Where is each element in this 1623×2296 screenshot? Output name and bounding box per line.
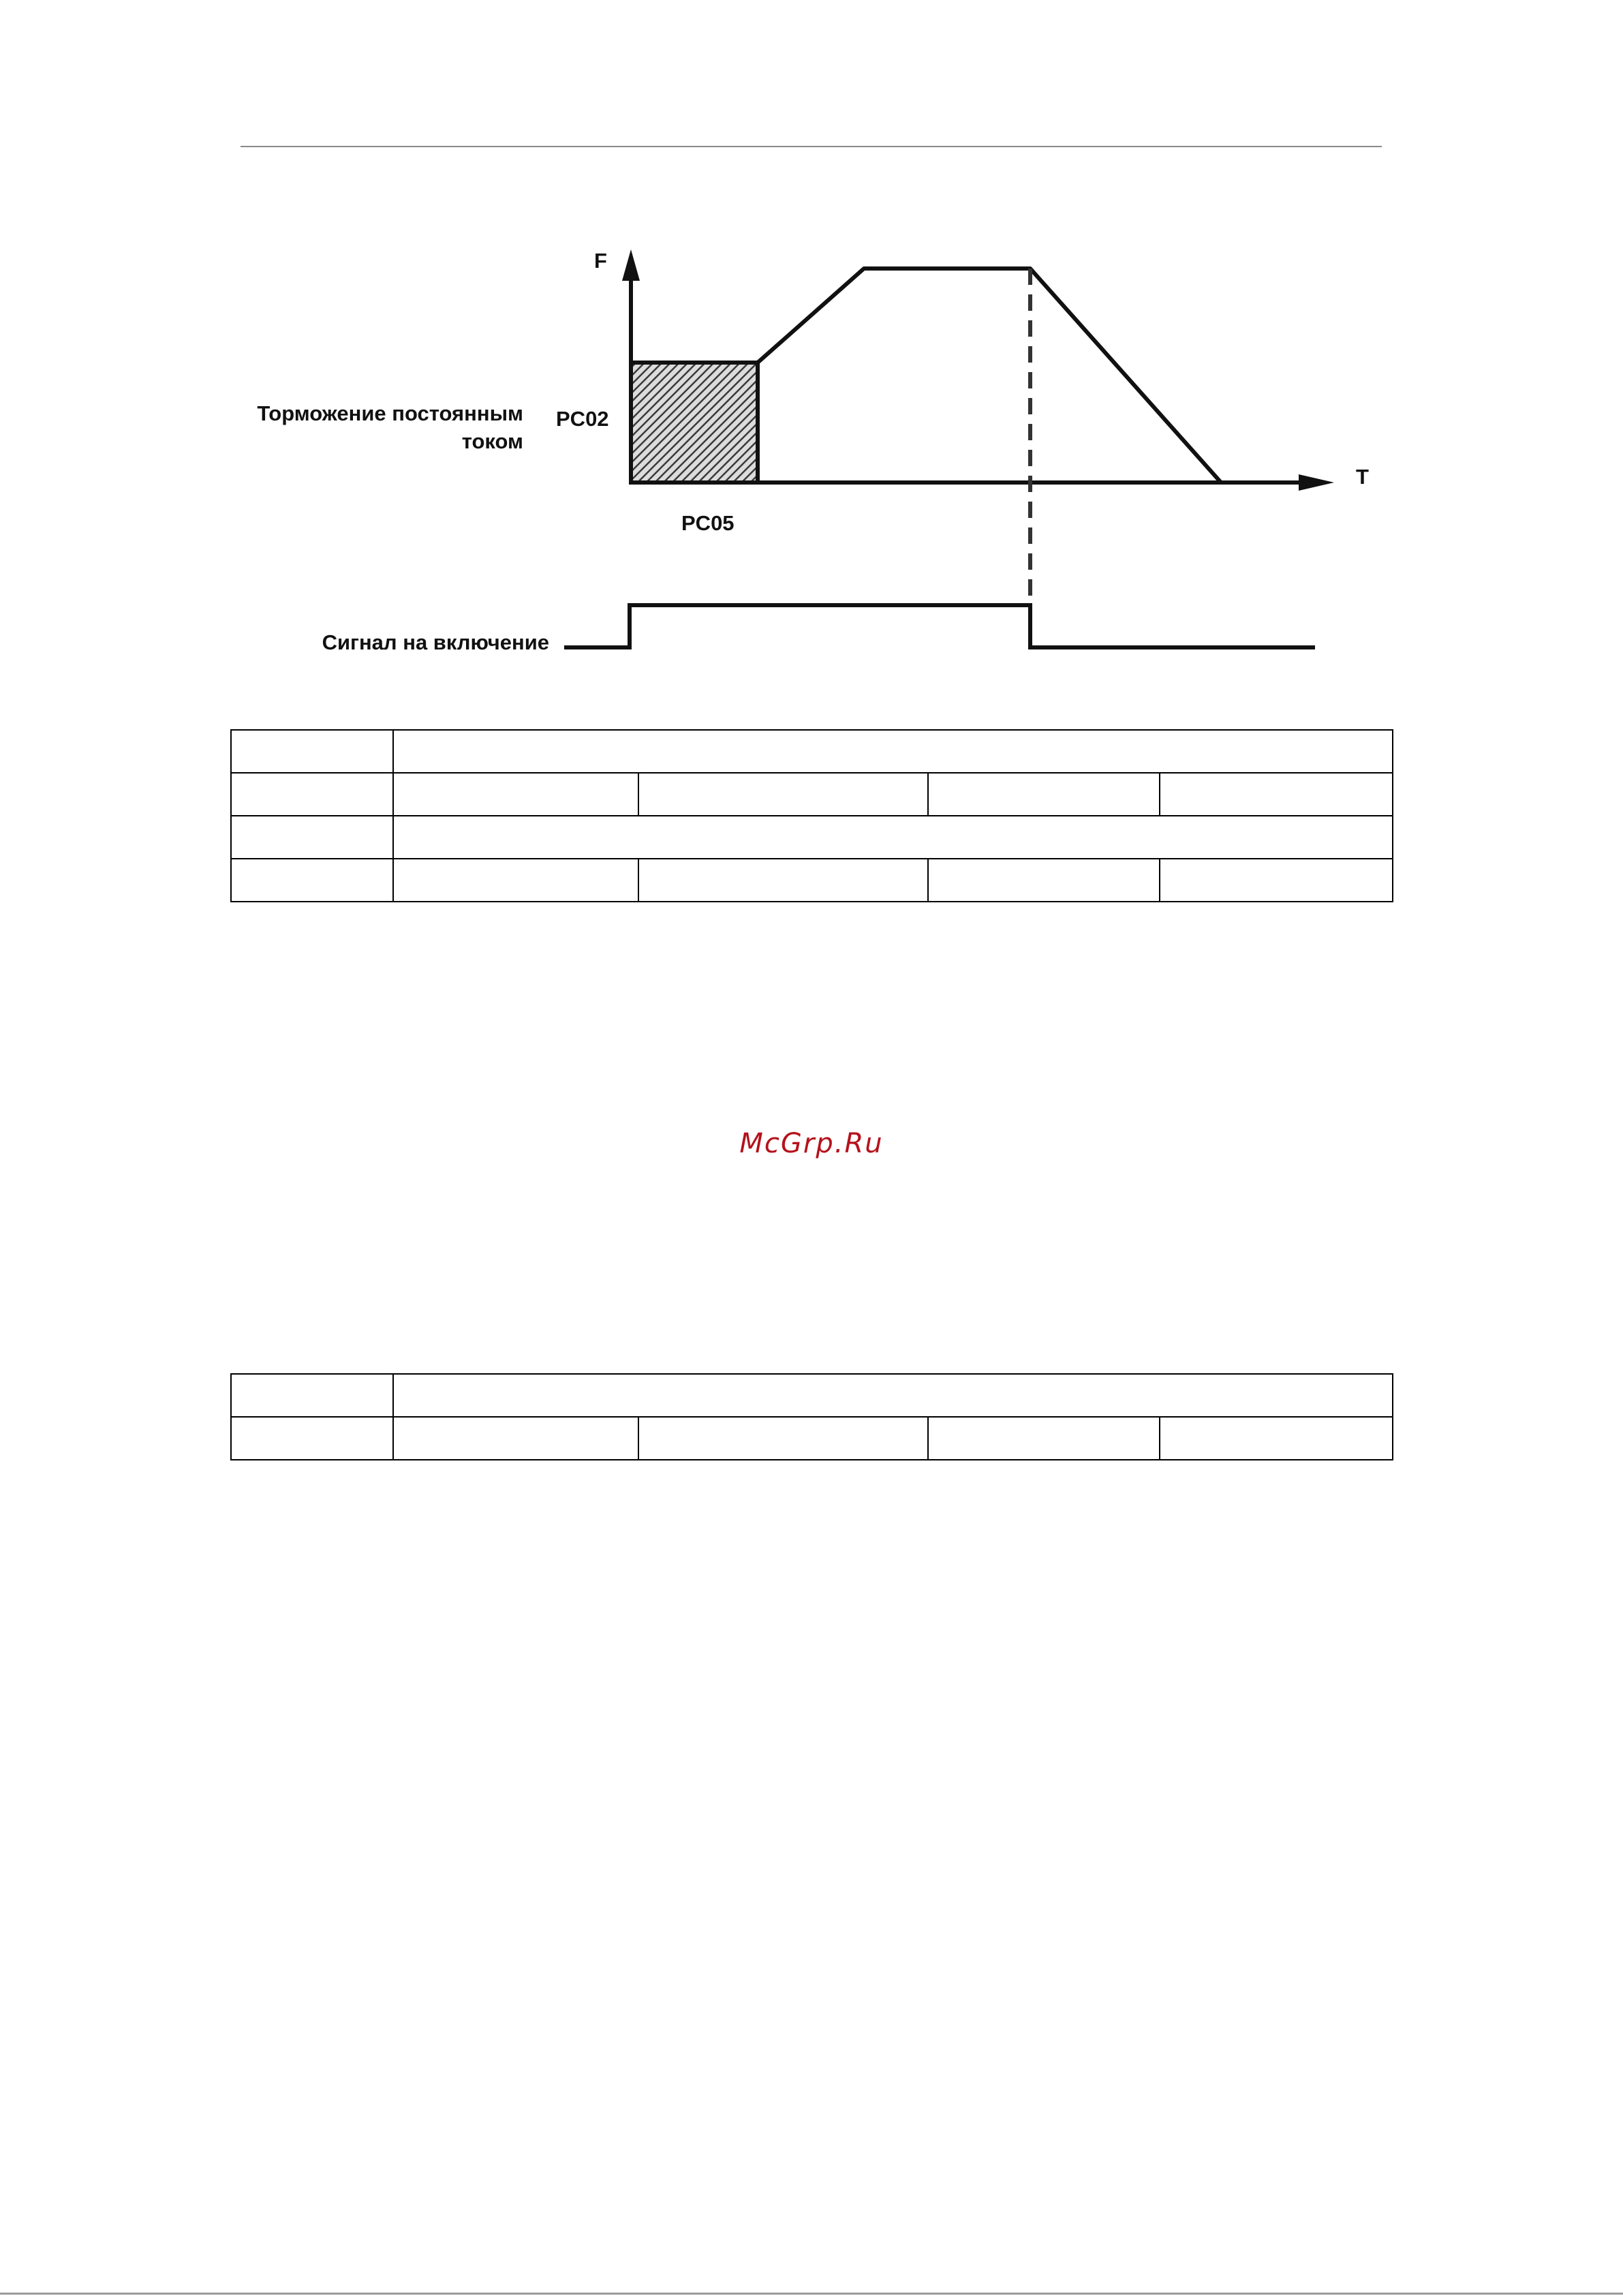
footer-rule <box>0 2293 1623 2295</box>
parameter-table-1 <box>230 729 1393 902</box>
f-axis-arrow <box>622 249 640 281</box>
f-axis-label: F <box>594 249 607 273</box>
dc-braking-label-line1: Торможение постоянным <box>257 401 523 425</box>
dc-braking-timing-diagram <box>0 0 1623 695</box>
table-cell <box>638 773 928 816</box>
table-cell <box>928 859 1160 902</box>
table-cell <box>393 730 1393 773</box>
pc05-label: PC05 <box>681 511 735 535</box>
table-cell <box>231 816 393 859</box>
table-cell <box>231 859 393 902</box>
t-axis-label: T <box>1356 465 1369 489</box>
run-signal-waveform <box>564 605 1315 647</box>
run-signal-label: Сигнал на включение <box>322 630 549 654</box>
table-row <box>231 816 1393 859</box>
t-axis-arrow <box>1299 474 1334 491</box>
table-row <box>231 1374 1393 1417</box>
table-cell <box>1160 1417 1393 1460</box>
dc-braking-label-line2: током <box>461 429 523 453</box>
table-cell <box>231 1374 393 1417</box>
table-cell <box>1160 859 1393 902</box>
table-cell <box>393 816 1393 859</box>
table-cell <box>638 859 928 902</box>
table-cell <box>231 1417 393 1460</box>
table-row <box>231 773 1393 816</box>
table-row <box>231 1417 1393 1460</box>
table-cell <box>393 859 638 902</box>
table-row <box>231 730 1393 773</box>
table-cell <box>393 1417 638 1460</box>
frequency-profile <box>758 269 1221 483</box>
table-cell <box>231 730 393 773</box>
dc-braking-region <box>631 363 758 483</box>
table-cell <box>231 773 393 816</box>
table-cell <box>638 1417 928 1460</box>
pc02-label: PC02 <box>556 407 609 431</box>
table-cell <box>1160 773 1393 816</box>
table-row <box>231 859 1393 902</box>
table-cell <box>393 1374 1393 1417</box>
table-cell <box>393 773 638 816</box>
table-cell <box>928 773 1160 816</box>
watermark-text: McGrp.Ru <box>739 1128 884 1159</box>
parameter-table-2 <box>230 1373 1393 1460</box>
table-cell <box>928 1417 1160 1460</box>
